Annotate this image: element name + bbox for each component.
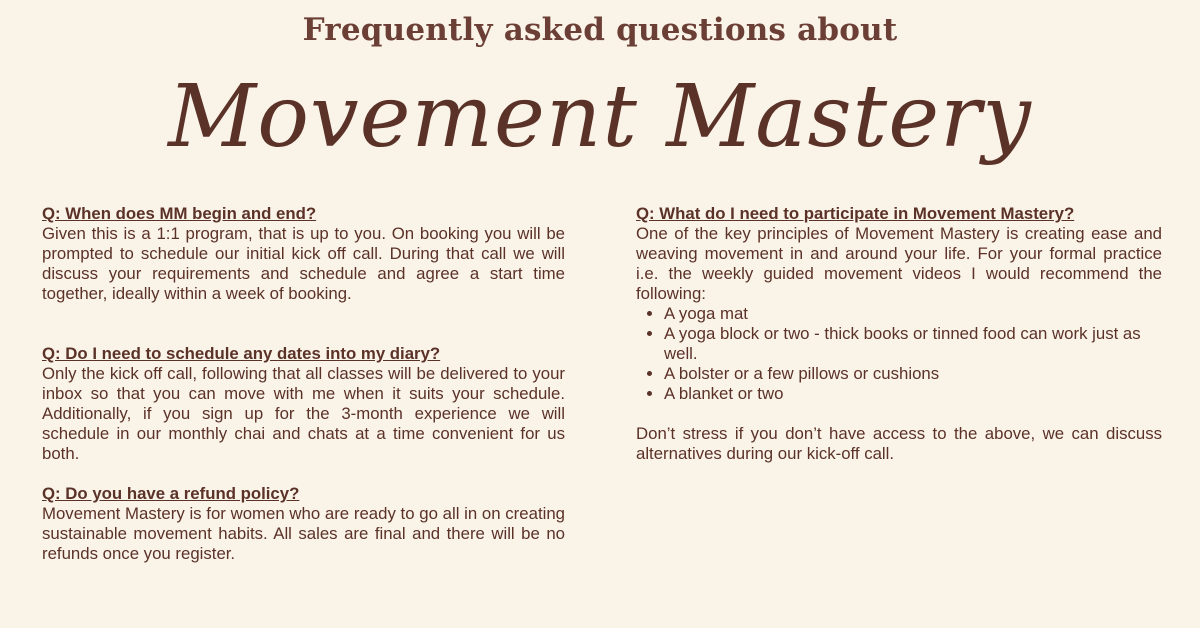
faq-question-refund-policy: Q: Do you have a refund policy?: [42, 484, 300, 503]
equipment-list: [636, 304, 1162, 404]
spacer: [636, 404, 1162, 424]
page-title: [0, 58, 1200, 198]
faq-question-begin-end: Q: When does MM begin and end?: [42, 204, 317, 223]
list-item: • A yoga block or two - thick books or tinned food can work just as well.: [664, 324, 1162, 364]
page-subtitle: Frequently asked questions about: [302, 12, 898, 48]
spacer: [42, 304, 565, 344]
faq-answer-schedule-dates: Only the kick off call, following that all classes will be delivered to your inbox so that you can move with me when it suits your schedule. Additionally, if you sign up for the 3-month experience we will schedule in our monthly chai and chats at a time convenient for us both.: [42, 364, 565, 463]
faq-right-column: [636, 204, 1162, 464]
faq-answer-requirements: One of the key principles of Movement Mastery is creating ease and weaving movement in and around your life. For your formal practice i.e. the weekly guided movement videos I would recommend the following:: [636, 224, 1162, 303]
list-item: • A bolster or a few pillows or cushions: [664, 364, 1162, 384]
faq-question-requirements: Q: What do I need to participate in Movement Mastery?: [636, 204, 1075, 223]
faq-answer-begin-end: Given this is a 1:1 program, that is up to you. On booking you will be prompted to schedule our initial kick off call. During that call we will discuss your requirements and schedule and agree a start time together, ideally within a week of booking.: [42, 224, 565, 303]
faq-footer-note: Don’t stress if you don’t have access to the above, we can discuss alternatives during our kick-off call.: [636, 424, 1162, 463]
faq-answer-refund-policy: Movement Mastery is for women who are ready to go all in on creating sustainable movement habits. All sales are final and there will be no refunds once you register.: [42, 504, 565, 563]
list-item: • A blanket or two: [664, 384, 1162, 404]
script-title-graphic: [168, 58, 1032, 198]
script-title-text: Movement Mastery: [168, 67, 1032, 167]
faq-left-column: [42, 204, 565, 564]
list-item: • A yoga mat: [664, 304, 1162, 324]
faq-question-schedule-dates: Q: Do I need to schedule any dates into my diary?: [42, 344, 441, 363]
spacer: [42, 464, 565, 484]
